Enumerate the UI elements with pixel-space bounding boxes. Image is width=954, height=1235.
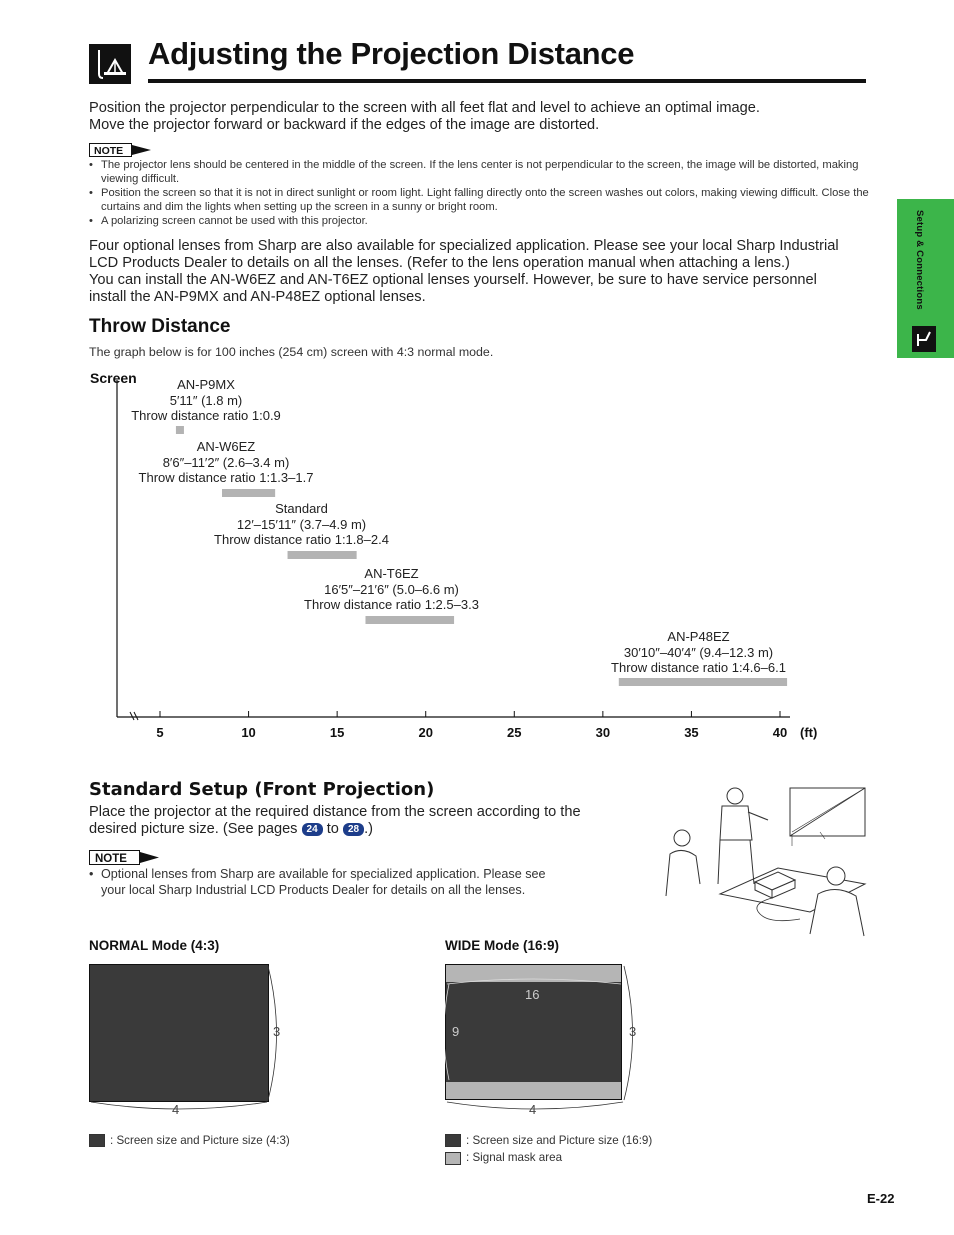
throw-bar-standard [288,551,357,559]
wide-mode-bottom-value: 4 [529,1102,537,1117]
lenses-line-2: LCD Products Dealer to details on all the lenses. (Refer to the lens operation manual when attaching a lens.) [89,255,790,271]
legend-swatch-mask [445,1152,461,1165]
front-projection-illustration [660,784,870,940]
lens-distance: 5′11″ (1.8 m) [169,392,243,408]
page-ref-28[interactable]: 28 [343,823,364,836]
x-tick-label: 10 [241,725,256,740]
wide-mode-arcs [445,964,645,1114]
throw-distance-caption: The graph below is for 100 inches (254 cm) screen with 4:3 normal mode. [89,345,494,359]
throw-distance-heading: Throw Distance [89,316,231,337]
note-item: • The projector lens should be centered in the middle of the screen. If the lens center is not perpendicular to the screen, the image will be distorted, making viewing difficult. [89,158,869,186]
legend-swatch-screen [89,1134,105,1147]
throw-bar-an-p48ez [619,678,787,686]
x-tick-label: 5 [156,725,164,740]
standard-setup-line-1: Place the projector at the required distance from the screen according to the [89,804,581,820]
throw-bar-an-p9mx [176,426,184,434]
note-item: • Position the screen so that it is not in direct sunlight or room light. Light falling directly onto the screen washes out colors, making viewing difficult. Close the curtains and dim the lights when setting up the screen in a sunny or bright room. [89,186,869,214]
chart-x-unit: (ft) [800,725,818,740]
x-tick-label: 25 [507,725,522,740]
lenses-line-4: install the AN-P9MX and AN-P48EZ optional lenses. [89,289,426,305]
note-line-2: your local Sharp Industrial LCD Products Dealer for details on all the lenses. [101,883,526,897]
to-text: to [326,821,339,837]
lens-distance: 12′–15′11″ (3.7–4.9 m) [236,516,367,532]
line2-text: desired picture size. (See pages [89,821,298,837]
side-tab-label: Setup & Connections [914,210,925,310]
projector-tab-icon [912,326,936,352]
note-line-1: • Optional lenses from Sharp are available for specialized application. Please see [101,867,546,881]
normal-mode-side-value: 3 [273,1024,281,1039]
x-tick-label: 20 [418,725,433,740]
standard-setup-paragraph [89,804,649,838]
lens-name: AN-P48EZ [667,629,730,644]
legend-swatch-picture [445,1134,461,1147]
x-tick-label: 35 [684,725,699,740]
x-tick-label: 15 [329,725,345,740]
normal-mode-label: NORMAL Mode (4:3) [89,938,220,953]
wide-mode-label: WIDE Mode (16:9) [445,938,560,953]
intro-line-1: Position the projector perpendicular to the screen with all feet flat and level to achieve an optimal image. [89,100,760,116]
chart-y-axis-label: Screen [90,370,137,386]
note-item: • A polarizing screen cannot be used with this projector. [89,214,869,228]
lens-label-an-p9mx [125,377,287,424]
wide-mode-left-value: 9 [452,1024,460,1039]
lenses-line-1: Four optional lenses from Sharp are also available for specialized application. Please see your local Sharp Industrial [89,238,839,254]
note-badge-label: NOTE [95,853,127,865]
throw-bar-an-w6ez [222,489,275,497]
throw-bar-an-t6ez [365,616,454,624]
lens-ratio: Throw distance ratio 1:2.5–3.3 [304,597,479,613]
note-item [89,866,649,898]
lens-ratio: Throw distance ratio 1:1.8–2.4 [214,532,389,548]
lens-distance: 8′6″–11′2″ (2.6–3.4 m) [162,454,290,470]
lens-name: AN-P9MX [177,377,235,392]
wide-mode-top-value: 16 [525,987,540,1002]
lens-label-an-w6ez [138,439,362,486]
standard-setup-note [89,866,649,898]
axis-break-icon [130,712,138,720]
lens-distance: 16′5″–21′6″ (5.0–6.6 m) [324,581,459,597]
x-tick-label: 40 [772,725,788,740]
lens-name: Standard [275,501,328,516]
page-title: Adjusting the Projection Distance [148,36,635,71]
lenses-line-3: You can install the AN-W6EZ and AN-T6EZ optional lenses yourself. However, be sure to have service personnel [89,272,817,288]
normal-mode-bottom-value: 4 [172,1102,180,1117]
page-number: E-22 [867,1191,895,1206]
normal-mode-arcs [89,964,289,1114]
lens-distance: 30′10″–40′4″ (9.4–12.3 m) [623,644,774,660]
lens-ratio: Throw distance ratio 1:4.6–6.1 [611,660,786,676]
lens-ratio: Throw distance ratio 1:0.9 [131,408,281,424]
lens-name: AN-T6EZ [364,566,419,581]
lens-label-an-p48ez [597,629,800,676]
intro-line-2: Move the projector forward or backward if the edges of the image are distorted. [89,117,600,133]
page-ref-24[interactable]: 24 [302,823,323,836]
wide-mode-legend-1: : Screen size and Picture size (16:9) [466,1134,653,1147]
x-tick-label: 30 [595,725,611,740]
lens-label-an-t6ez [290,566,493,613]
standard-setup-line-2 [89,821,649,838]
normal-mode-legend: : Screen size and Picture size (4:3) [110,1134,290,1147]
note-badge-label: NOTE [94,145,124,157]
wide-mode-legend-2: : Signal mask area [466,1151,563,1164]
standard-setup-heading: Standard Setup (Front Projection) [89,779,435,800]
line2-end: .) [364,821,374,837]
wide-mode-side-value: 3 [629,1024,637,1039]
lens-ratio: Throw distance ratio 1:1.3–1.7 [138,470,314,486]
lens-label-standard [200,501,403,548]
lens-name: AN-W6EZ [196,439,256,454]
